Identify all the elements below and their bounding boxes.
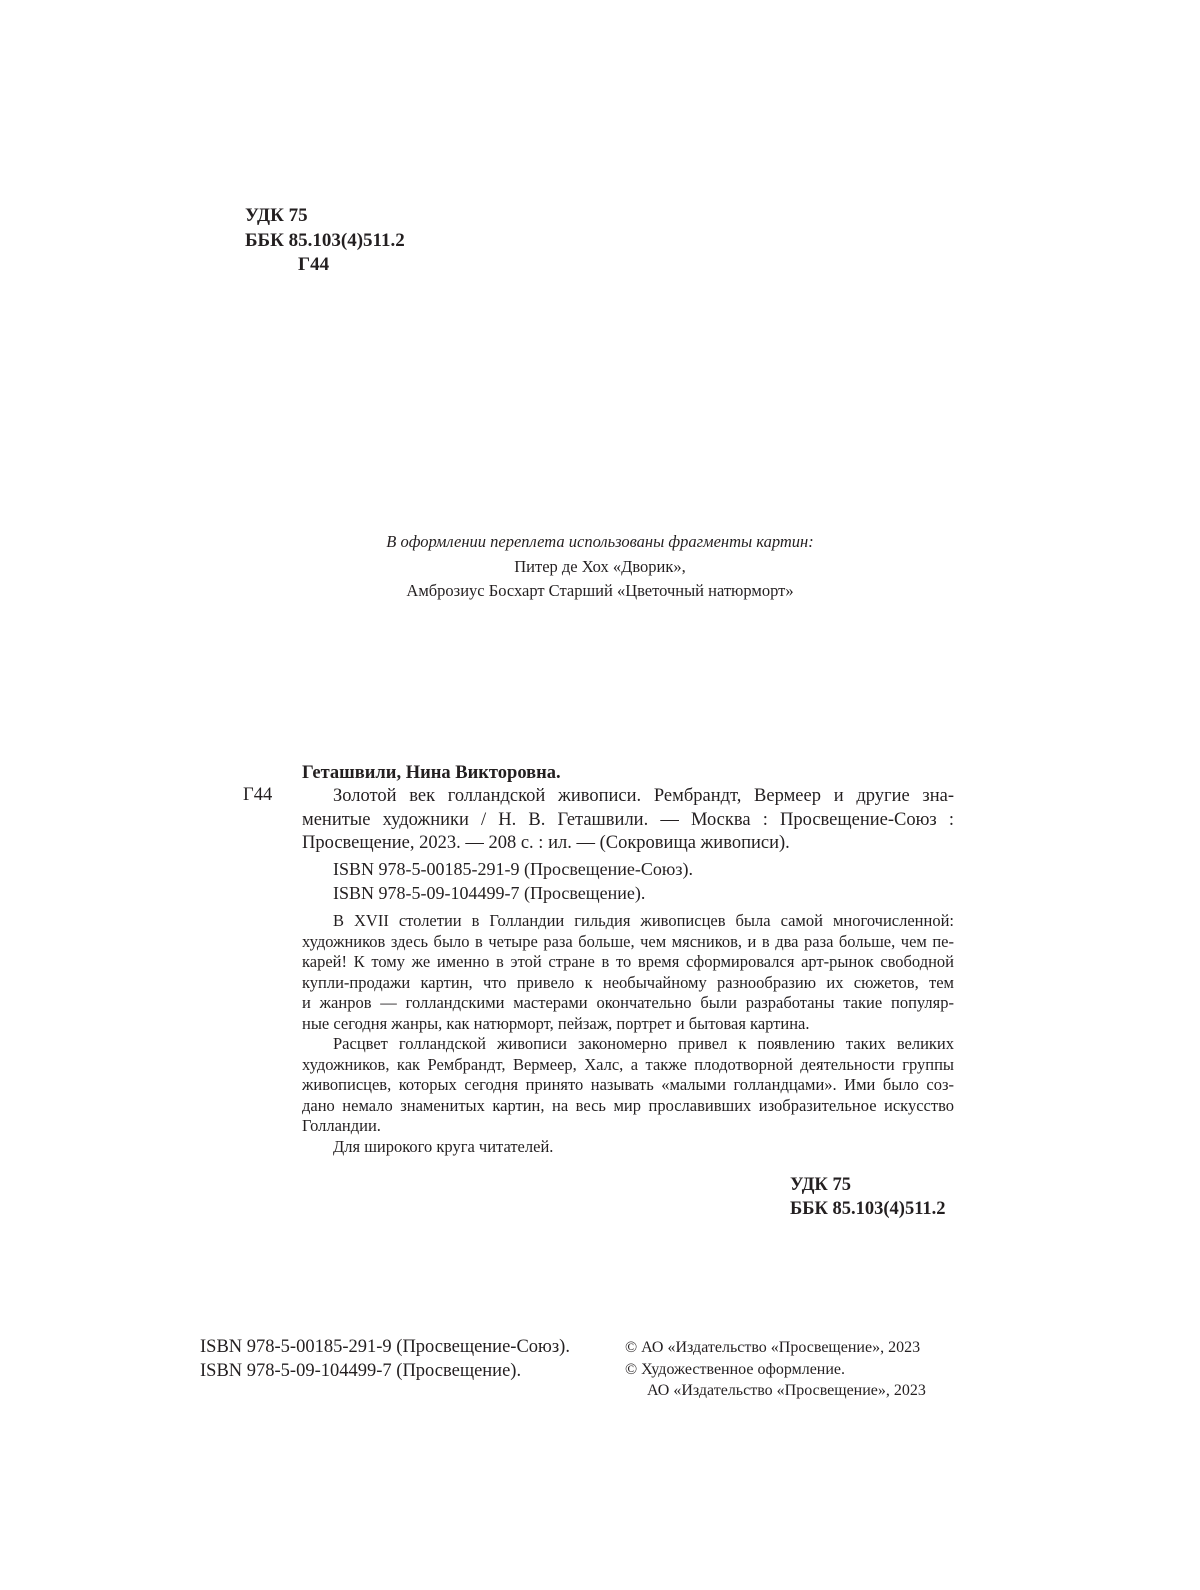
isbn-line: ISBN 978-5-09-104499-7 (Просвещение).	[333, 882, 646, 903]
annotation-line: художников здесь было в четыре раза больше, чем мясников, и в два раза больше, чем пе-	[302, 931, 954, 951]
annotation-line: дано немало знаменитых картин, на весь мир прославивших изобразительное искусство	[302, 1095, 954, 1115]
annotation-line: карей! К тому же именно в этой стране в то время сформировался арт-рынок свободной	[302, 952, 954, 971]
cover-note-line: Питер де Хох «Дворик»,	[514, 556, 686, 576]
record-isbn-list	[333, 858, 693, 905]
annotation-line: живописцев, которых сегодня принято называть «малыми голландцами». Ими было соз-	[302, 1075, 954, 1094]
copyright-notice	[625, 1337, 926, 1402]
footer-isbn-list	[200, 1336, 570, 1383]
record-line: менитые художники / Н. В. Геташвили. — Москва : Просвещение-Союз :	[302, 809, 954, 830]
record-line: Просвещение, 2023. — 208 с. : ил. — (Сокровища живописи).	[302, 833, 790, 853]
udk-code: УДК 75	[245, 205, 308, 226]
annotation-line: купли-продажи картин, что привело к необычайному разнообразию их сюжетов, тем	[302, 972, 954, 992]
author-mark: Г44	[298, 254, 330, 275]
bibliographic-record	[302, 785, 954, 856]
copyright-line: АО «Издательство «Просвещение», 2023	[647, 1382, 926, 1399]
isbn-line: ISBN 978-5-00185-291-9 (Просвещение-Союз).	[200, 1337, 570, 1357]
isbn-line: ISBN 978-5-00185-291-9 (Просвещение-Союз).	[333, 859, 693, 879]
copyright-line: © Художественное оформление.	[625, 1360, 846, 1378]
cover-note-heading: В оформлении переплета использованы фрагменты картин:	[386, 532, 814, 551]
annotation-audience: Для широкого круга читателей.	[333, 1136, 554, 1156]
top-classification-codes	[245, 204, 405, 278]
cover-design-note	[300, 530, 900, 604]
record-line: Золотой век голландской живописи. Рембрандт, Вермеер и другие зна-	[333, 786, 954, 806]
cover-note-line: Амброзиус Босхарт Старший «Цветочный натюрморт»	[406, 581, 794, 600]
annotation	[302, 911, 954, 1157]
annotation-line: ные сегодня жанры, как натюрморт, пейзаж, портрет и бытовая картина.	[302, 1013, 810, 1033]
bbk-code: ББК 85.103(4)511.2	[790, 1199, 946, 1219]
isbn-line: ISBN 978-5-09-104499-7 (Просвещение).	[200, 1360, 522, 1381]
annotation-line: художников, как Рембрандт, Вермеер, Халс, а также плодотворной деятельности группы	[302, 1054, 954, 1074]
annotation-line: и жанров — голландскими мастерами окончательно были разработаны такие популяр-	[302, 993, 954, 1012]
udk-code: УДК 75	[790, 1175, 851, 1195]
record-author-mark: Г44	[243, 785, 273, 805]
copyright-line: © АО «Издательство «Просвещение», 2023	[625, 1339, 921, 1356]
record-author: Геташвили, Нина Викторовна.	[302, 763, 561, 783]
annotation-line: Голландии.	[302, 1116, 381, 1135]
bbk-code: ББК 85.103(4)511.2	[245, 229, 405, 251]
annotation-line: Расцвет голландской живописи закономерно привел к появлению таких великих	[333, 1034, 954, 1053]
bottom-classification-codes	[790, 1173, 946, 1221]
annotation-line: В XVII столетии в Голландии гильдия живописцев была самой многочисленной:	[333, 911, 954, 930]
